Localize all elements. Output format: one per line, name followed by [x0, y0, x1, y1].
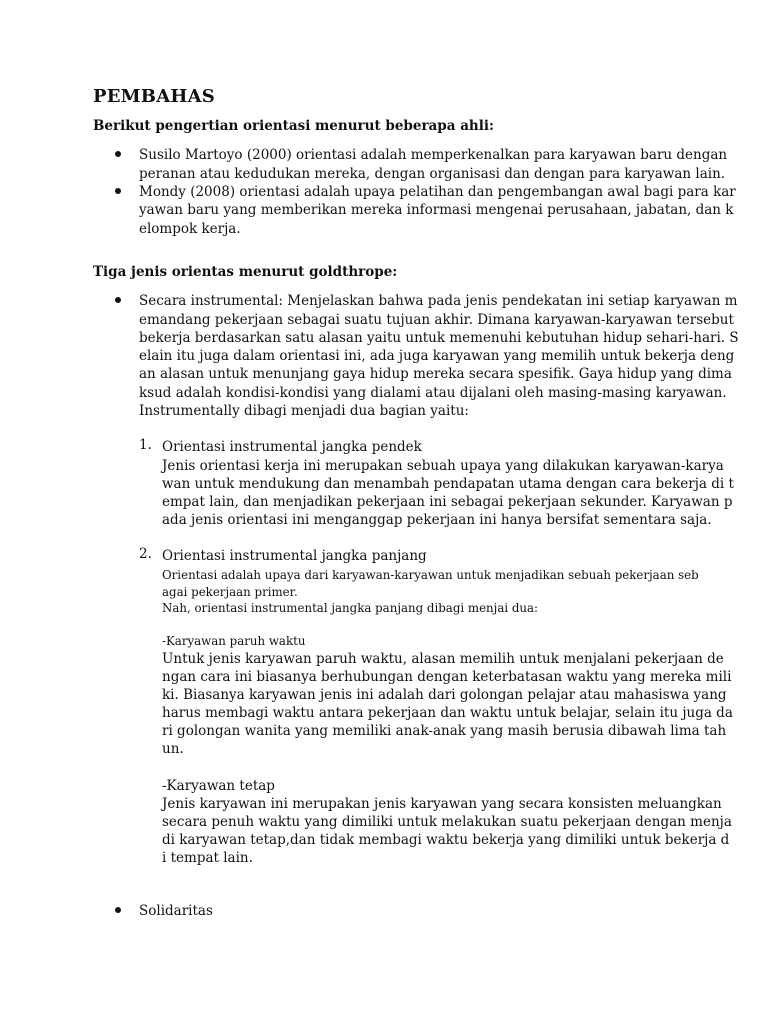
n2-tetap-line1: Jenis karyawan ini merupakan jenis karyawan yang secara konsisten meluangkan: [162, 796, 722, 812]
n1-line3: empat lain, dan menjadikan pekerjaan ini sebagai pekerjaan sekunder. Karyawan p: [162, 494, 733, 510]
n2-small-line2: agai pekerjaan primer.: [162, 585, 298, 599]
n1-line2: wan untuk mendukung dan menambah pendapatan utama dengan cara bekerja di t: [162, 476, 734, 492]
numbered-marker-1: 1.: [139, 437, 152, 453]
n1-line1: Jenis orientasi kerja ini merupakan sebuah upaya yang dilakukan karyawan-karya: [162, 458, 724, 474]
s2-item1-line7: Instrumentally dibagi menjadi dua bagian yaitu:: [139, 403, 469, 419]
s2-item1-line3: bekerja berdasarkan satu alasan yaitu untuk memenuhi kebutuhan hidup sehari-hari. S: [139, 330, 739, 346]
n1-line4: ada jenis orientasi ini menganggap pekerjaan ini hanya bersifat sementara saja.: [162, 512, 712, 528]
n2-paruh-title: -Karyawan paruh waktu: [162, 634, 306, 648]
n2-small-line3: Nah, orientasi instrumental jangka panjang dibagi menjai dua:: [162, 601, 539, 615]
bullet-marker: [115, 151, 121, 157]
s2-item1-line6: ksud adalah kondisi-kondisi yang dialami atau dijalani oleh masing-masing karyawan.: [139, 385, 727, 401]
s2-item1-line2: emandang pekerjaan sebagai suatu tujuan akhir. Dimana karyawan-karyawan tersebut: [139, 312, 734, 328]
document-heading: PEMBAHAS: [93, 86, 215, 107]
s1-item1-line2: peranan atau kedudukan mereka, dengan organisasi dan dengan para karyawan lain.: [139, 166, 726, 182]
bullet-marker: [115, 297, 121, 303]
numbered-marker-2: 2.: [139, 546, 152, 562]
bullet-marker: [115, 188, 121, 194]
n2-paruh-line3: ki. Biasanya karyawan jenis ini adalah dari golongan pelajar atau mahasiswa yang: [162, 687, 727, 703]
n2-tetap-line2: secara penuh waktu yang dimiliki untuk melakukan suatu pekerjaan dengan menja: [162, 814, 732, 830]
s1-item1-line1: Susilo Martoyo (2000) orientasi adalah memperkenalkan para karyawan baru dengan: [139, 147, 728, 163]
n1-title: Orientasi instrumental jangka pendek: [162, 439, 422, 455]
section1-title: Berikut pengertian orientasi menurut beberapa ahli:: [93, 118, 494, 134]
n2-paruh-line4: harus membagi waktu antara pekerjaan dan waktu untuk belajar, selain itu juga da: [162, 705, 733, 721]
n2-paruh-line2: ngan cara ini biasanya berhubungan dengan keterbatasan waktu yang mereka mili: [162, 669, 732, 685]
n2-paruh-line6: un.: [162, 741, 184, 757]
n2-small-line1: Orientasi adalah upaya dari karyawan-karyawan untuk menjadikan sebuah pekerjaan seb: [162, 568, 699, 582]
s2-item1-line5: an alasan untuk menunjang gaya hidup mereka secara spesifik. Gaya hidup yang dima: [139, 366, 732, 382]
s1-item2-line1: Mondy (2008) orientasi adalah upaya pelatihan dan pengembangan awal bagi para kar: [139, 184, 736, 200]
n2-title: Orientasi instrumental jangka panjang: [162, 548, 427, 564]
s2-item1-line4: elain itu juga dalam orientasi ini, ada juga karyawan yang memilih untuk bekerja deng: [139, 348, 735, 364]
n2-paruh-line1: Untuk jenis karyawan paruh waktu, alasan memilih untuk menjalani pekerjaan de: [162, 651, 724, 667]
s2-item2: Solidaritas: [139, 903, 213, 919]
bullet-marker: [115, 907, 121, 913]
s2-item1-line1: Secara instrumental: Menjelaskan bahwa pada jenis pendekatan ini setiap karyawan m: [139, 293, 738, 309]
n2-tetap-line3: di karyawan tetap,dan tidak membagi waktu bekerja yang dimiliki untuk bekerja d: [162, 832, 730, 848]
n2-tetap-line4: i tempat lain.: [162, 850, 253, 866]
n2-tetap-title: -Karyawan tetap: [162, 778, 275, 794]
s1-item2-line3: elompok kerja.: [139, 221, 241, 237]
n2-paruh-line5: ri golongan wanita yang memiliki anak-anak yang masih berusia dibawah lima tah: [162, 723, 727, 739]
section2-title: Tiga jenis orientas menurut goldthrope:: [93, 264, 398, 280]
s1-item2-line2: yawan baru yang memberikan mereka informasi mengenai perusahaan, jabatan, dan k: [139, 202, 734, 218]
